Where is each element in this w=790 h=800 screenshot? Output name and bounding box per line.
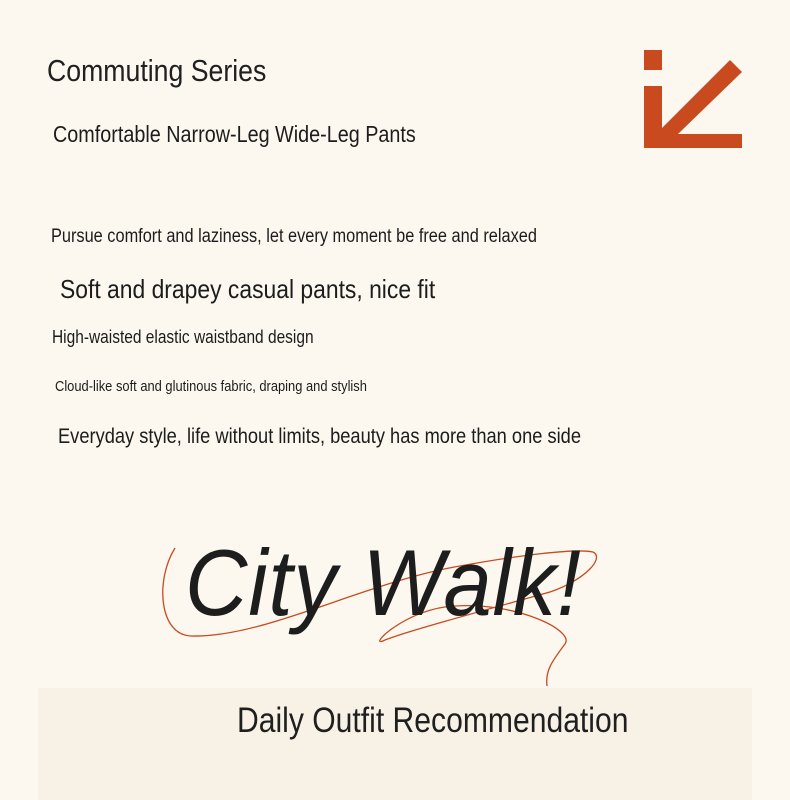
feature-line-4: Cloud-like soft and glutinous fabric, draping and stylish: [55, 378, 367, 395]
feature-line-3: High-waisted elastic waistband design: [52, 327, 314, 347]
series-title: Commuting Series: [47, 53, 267, 88]
feature-line-5: Everyday style, life without limits, beauty has more than one side: [58, 425, 581, 448]
product-name: Comfortable Narrow-Leg Wide-Leg Pants: [53, 121, 416, 147]
logo-dot: [644, 50, 662, 70]
feature-line-1: Pursue comfort and laziness, let every moment be free and relaxed: [51, 226, 537, 247]
hero-title: City Walk!: [185, 530, 582, 635]
down-left-arrow-icon: [638, 38, 754, 150]
feature-line-2: Soft and drapey casual pants, nice fit: [60, 274, 436, 304]
hero-subtitle: Daily Outfit Recommendation: [237, 701, 629, 740]
logo-arrow: [644, 60, 742, 148]
